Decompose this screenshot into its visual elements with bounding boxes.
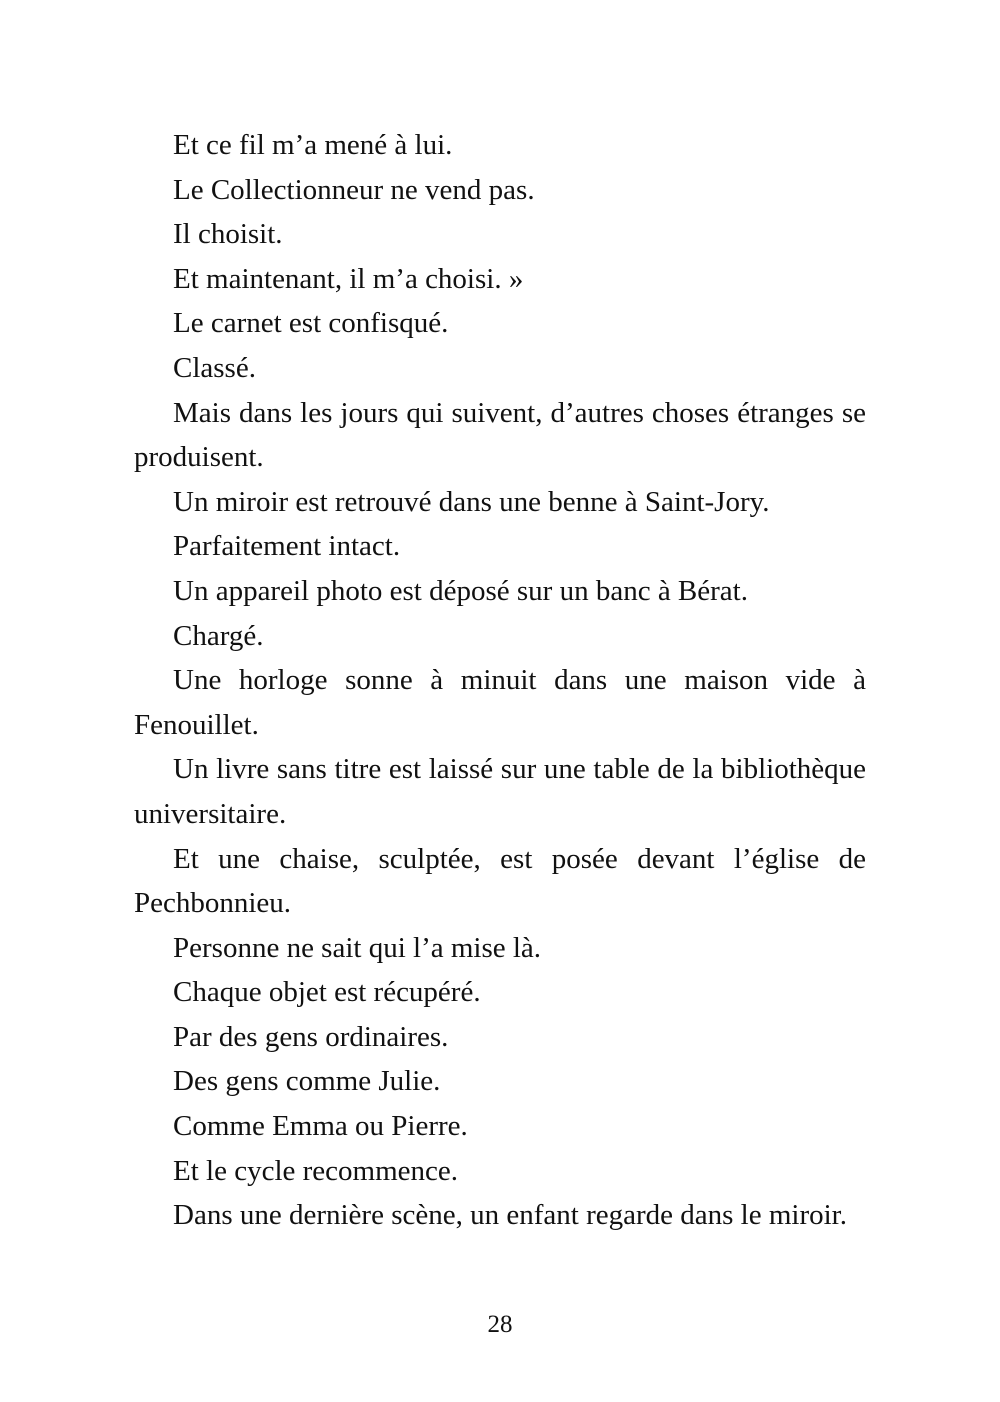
page-number: 28 [487,1311,513,1338]
body-text [134,123,866,1238]
paragraph: Personne ne sait qui l’a mise là. [173,931,542,964]
paragraph: Un miroir est retrouvé dans une benne à Saint-Jory. [173,485,770,518]
paragraph: Et maintenant, il m’a choisi. » [173,262,524,295]
paragraph: Mais dans les jours qui suivent, d’autres choses étranges se produisent. [134,396,866,474]
paragraph: Une horloge sonne à minuit dans une maison vide à Fenouillet. [134,664,866,741]
paragraph: Parfaitement intact. [173,530,401,563]
paragraph: Et une chaise, sculptée, est posée devant l’église de Pechbonnieu. [134,842,866,920]
paragraph: Le Collectionneur ne vend pas. [173,173,535,206]
paragraph: Comme Emma ou Pierre. [173,1110,468,1143]
paragraph: Le carnet est confisqué. [173,307,449,340]
paragraph: Par des gens ordinaires. [173,1020,449,1053]
paragraph: Un livre sans titre est laissé sur une table de la bibliothèque universitaire. [134,753,866,830]
paragraph: Un appareil photo est déposé sur un banc à Bérat. [173,574,748,607]
paragraph: Et ce fil m’a mené à lui. [173,129,453,161]
paragraph: Chargé. [173,619,264,652]
paragraph: Et le cycle recommence. [173,1154,459,1187]
paragraph: Des gens comme Julie. [173,1065,441,1098]
paragraph: Dans une dernière scène, un enfant regarde dans le miroir. [173,1199,847,1232]
paragraph: Classé. [173,351,256,384]
paragraph: Chaque objet est récupéré. [173,976,481,1009]
paragraph: Il choisit. [173,218,283,251]
